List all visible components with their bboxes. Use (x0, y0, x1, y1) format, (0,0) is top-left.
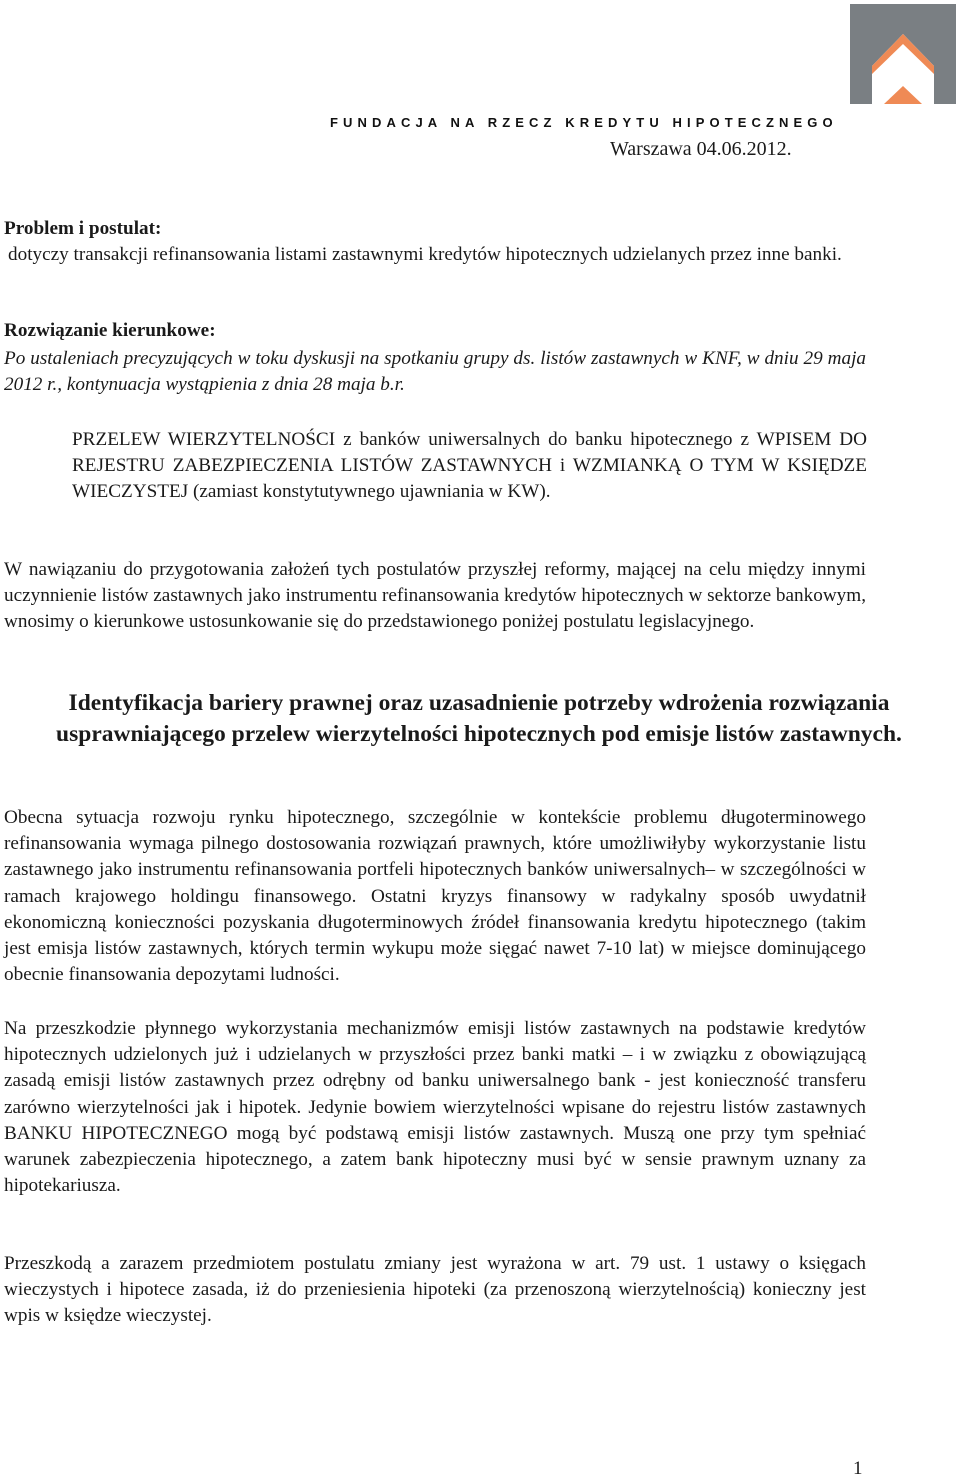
body-paragraph-2: Na przeszkodzie płynnego wykorzystania mechanizmów emisji listów zastawnych na podstawie kredytów hipotecznych udzielonych już i udzielanych w przyszłości przez banki matki – i w związku z obowiązującą zasadą emisji listów zastawnych przez odrębny od banku uniwersalnego bank - jest konieczność transferu zarówno wierzytelności jak i hipotek. Jedynie bowiem wierzytelności wpisane do rejestru listów zastawnych BANKU HIPOTECZNEGO mogą być podstawą emisji listów zastawnych. Muszą one przy tym spełniać warunek zabezpieczenia hipotecznego, a zatem bank hipoteczny musi być w sensie prawnym uznany za hipotekariusza. (4, 1018, 866, 1197)
house-roof-logo-icon (850, 4, 956, 104)
problem-label: Problem i postulat: (4, 218, 162, 239)
section-heading: Identyfikacja bariery prawnej oraz uzasadnienie potrzeby wdrożenia rozwiązania usprawniającego przelew wierzytelności hipotecznych pod emisje listów zastawnych. (56, 690, 902, 747)
solution-text: Po ustaleniach precyzujących w toku dyskusji na spotkaniu grupy ds. listów zastawnych w KNF, w dniu 29 maja 2012 r., kontynuacja wystąpienia z dnia 28 maja b.r. (4, 348, 866, 396)
body-paragraph-1: Obecna sytuacja rozwoju rynku hipotecznego, szczególnie w kontekście problemu długoterminowego refinansowania wymaga pilnego dostosowania rozwiązań prawnych, które umożliwiłyby wykorzystanie listu zastawnego jako instrumentu refinansowania portfeli hipotecznych banków uniwersalnych– w szczególności w ramach krajowego holdingu finansowego. Ostatni kryzys finansowy w radykalny sposób uwydatnił ekonomiczną konieczności pozyskania długoterminowych źródeł finansowania kredytu hipotecznego (takim jest emisja listów zastawnych, których termin wykupu może sięgać nawet 7-10 lat) w miejsce dominującego obecnie finansowania depozytami ludności. (4, 807, 866, 986)
problem-text: dotyczy transakcji refinansowania listami zastawnymi kredytów hipotecznych udzielanych przez inne banki. (8, 244, 842, 265)
page-number: 1 (853, 1458, 863, 1479)
document-date: Warszawa 04.06.2012. (610, 138, 792, 160)
postulate-text: PRZELEW WIERZYTELNOŚCI z banków uniwersalnych do banku hipotecznego z WPISEM DO REJESTRU ZABEZPIECZENIA LISTÓW ZASTAWNYCH i WZMIANKĄ O TYM W KSIĘDZE WIECZYSTEJ (zamiast konstytutywnego ujawniania w KW). (72, 429, 867, 503)
intro-paragraph: W nawiązaniu do przygotowania założeń tych postulatów przyszłej reformy, mającej na celu między innymi uczynnienie listów zastawnych jako instrumentu refinansowania kredytów hipotecznych w sektorze bankowym, wnosimy o kierunkowe ustosunkowanie się do przedstawionego poniżej postulatu legislacyjnego. (4, 559, 866, 633)
solution-label: Rozwiązanie kierunkowe: (4, 320, 216, 341)
foundation-name: FUNDACJA NA RZECZ KREDYTU HIPOTECZNEGO (330, 115, 838, 130)
body-paragraph-3: Przeszkodą a zarazem przedmiotem postulatu zmiany jest wyrażona w art. 79 ust. 1 ustawy o księgach wieczystych i hipotece zasada, iż do przeniesienia hipoteki (za przenoszoną wierzytelnością) konieczny jest wpis w księdze wieczystej. (4, 1253, 866, 1327)
